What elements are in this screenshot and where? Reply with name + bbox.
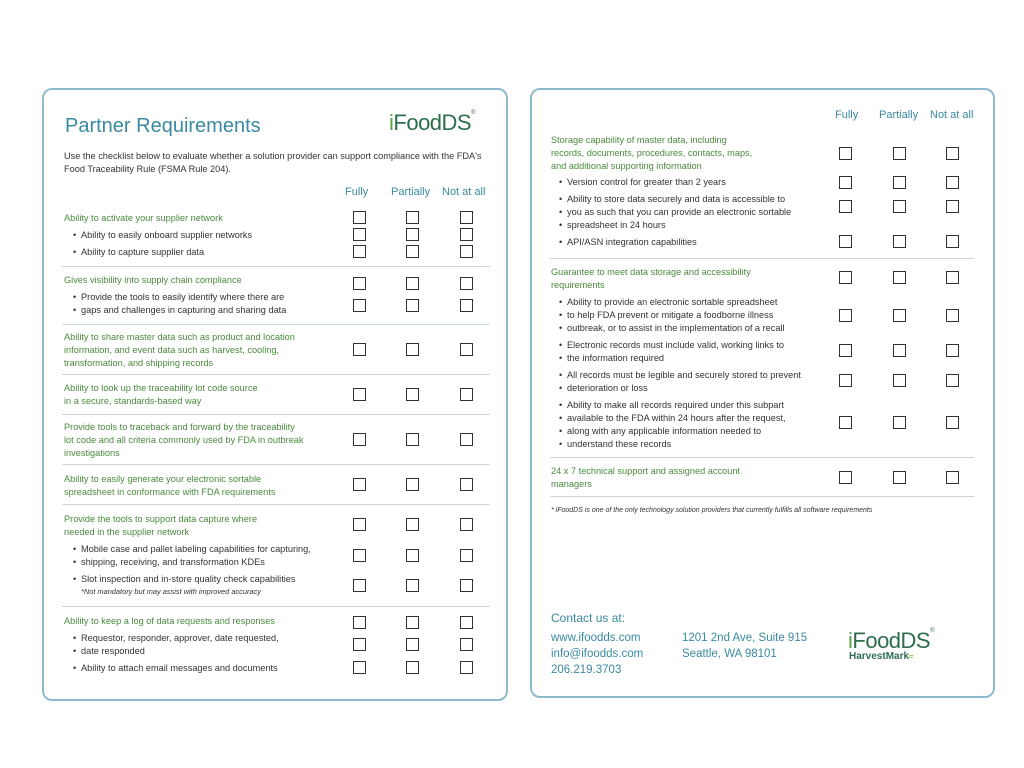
bullet-item: • Ability to easily onboard supplier networks (81, 229, 252, 241)
website-link[interactable]: www.ifoodds.com (551, 632, 641, 644)
column-fully: Fully (345, 186, 369, 198)
column-partially: Partially (879, 109, 919, 121)
checkbox-not-at-all[interactable] (460, 638, 473, 651)
checkbox-partially[interactable] (893, 309, 906, 322)
checkbox-not-at-all[interactable] (460, 299, 473, 312)
section-heading-l2: spreadsheet in conformance with FDA requirements (64, 487, 276, 497)
address-line-2: Seattle, WA 98101 (682, 648, 777, 660)
harvestmark-leaf-icon: ≈ (909, 652, 914, 661)
checkbox-not-at-all[interactable] (460, 211, 473, 224)
checkbox-partially[interactable] (893, 471, 906, 484)
checkbox-fully[interactable] (839, 344, 852, 357)
checkbox-not-at-all[interactable] (946, 176, 959, 189)
requirements-continued-card (530, 88, 995, 698)
checkbox-not-at-all[interactable] (460, 388, 473, 401)
checkbox-partially[interactable] (406, 433, 419, 446)
contact-heading: Contact us at: (551, 611, 626, 625)
checkbox-fully[interactable] (839, 309, 852, 322)
checkbox-partially[interactable] (406, 211, 419, 224)
email-link[interactable]: info@ifoodds.com (551, 648, 644, 660)
bullet-item-continued: • spreadsheet in 24 hours (567, 219, 666, 231)
checkbox-fully[interactable] (353, 277, 366, 290)
bullet-item: • Ability to capture supplier data (81, 246, 204, 258)
section-heading-l1: Ability to share master data such as product and location (64, 332, 295, 342)
checkbox-fully[interactable] (353, 343, 366, 356)
ifoodds-logo: iFoodDS® (848, 628, 935, 653)
checkbox-partially[interactable] (893, 235, 906, 248)
bullet-item-continued: • understand these records (567, 438, 671, 450)
checkbox-fully[interactable] (839, 471, 852, 484)
checkbox-not-at-all[interactable] (460, 343, 473, 356)
section-heading-l1: Ability to easily generate your electronic sortable (64, 474, 262, 484)
checkbox-fully[interactable] (353, 549, 366, 562)
harvestmark-logo: HarvestMark≈ (849, 651, 914, 662)
checkbox-fully[interactable] (839, 416, 852, 429)
checkbox-fully[interactable] (353, 661, 366, 674)
checkbox-partially[interactable] (893, 344, 906, 357)
checkbox-partially[interactable] (893, 147, 906, 160)
checkbox-fully[interactable] (353, 518, 366, 531)
section-heading-l1: Storage capability of master data, including (551, 135, 727, 145)
section-heading-l2: managers (551, 479, 592, 489)
bullet-item-continued: • you as such that you can provide an electronic sortable (567, 206, 791, 218)
checkbox-not-at-all[interactable] (946, 271, 959, 284)
checkbox-not-at-all[interactable] (460, 518, 473, 531)
checkbox-partially[interactable] (406, 549, 419, 562)
bullet-item-continued: • outbreak, or to assist in the implementation of a recall (567, 322, 785, 334)
bullet-item: • All records must be legible and securely stored to prevent (567, 369, 801, 381)
checkbox-not-at-all[interactable] (946, 344, 959, 357)
section-heading-l2: in a secure, standards-based way (64, 396, 202, 406)
checkbox-fully[interactable] (353, 579, 366, 592)
bullet-item: • Ability to attach email messages and documents (81, 662, 278, 674)
checkbox-fully[interactable] (839, 147, 852, 160)
checkbox-not-at-all[interactable] (946, 471, 959, 484)
bullet-item-continued: • date responded (81, 645, 145, 657)
bullet-item: • API/ASN integration capabilities (567, 236, 697, 248)
checkbox-partially[interactable] (406, 388, 419, 401)
checkbox-not-at-all[interactable] (460, 245, 473, 258)
checkbox-partially[interactable] (406, 616, 419, 629)
bullet-item: • Mobile case and pallet labeling capabilities for capturing, (81, 543, 311, 555)
checkbox-not-at-all[interactable] (460, 277, 473, 290)
partner-requirements-card (42, 88, 508, 701)
bullet-item: • Version control for greater than 2 years (567, 176, 726, 188)
checkbox-not-at-all[interactable] (460, 478, 473, 491)
checkbox-partially[interactable] (406, 299, 419, 312)
bullet-item: • Ability to store data securely and data is accessible to (567, 193, 785, 205)
checkbox-partially[interactable] (406, 228, 419, 241)
section-heading-l2: requirements (551, 280, 605, 290)
ifoodds-logo: iFoodDS® (389, 110, 476, 135)
checkbox-partially[interactable] (406, 277, 419, 290)
divider (550, 457, 974, 458)
divider (550, 496, 974, 497)
section-heading-l3: and additional supporting information (551, 161, 702, 171)
divider (62, 374, 490, 375)
bullet-item-continued: • deterioration or loss (567, 382, 648, 394)
section-heading-l1: Provide tools to traceback and forward by the traceability (64, 422, 295, 432)
section-heading-l2: needed in the supplier network (64, 527, 190, 537)
checkbox-fully[interactable] (353, 433, 366, 446)
checkbox-fully[interactable] (839, 235, 852, 248)
checkbox-fully[interactable] (353, 478, 366, 491)
checkbox-partially[interactable] (406, 638, 419, 651)
bullet-item-continued: • available to the FDA within 24 hours after the request, (567, 412, 786, 424)
section-heading-l2: records, documents, procedures, contacts, maps, (551, 148, 753, 158)
intro-text: Use the checklist below to evaluate whether a solution provider can support compliance with the FDA's Food Traceability Rule (FSMA Rule 204). (64, 151, 482, 174)
checkbox-fully[interactable] (353, 616, 366, 629)
checkbox-partially[interactable] (406, 579, 419, 592)
checkbox-not-at-all[interactable] (460, 433, 473, 446)
checkbox-partially[interactable] (893, 374, 906, 387)
checkbox-fully[interactable] (353, 638, 366, 651)
divider (550, 258, 974, 259)
section-heading: Gives visibility into supply chain compliance (64, 275, 242, 285)
checkbox-fully[interactable] (839, 176, 852, 189)
checkbox-fully[interactable] (839, 271, 852, 284)
checkbox-partially[interactable] (406, 518, 419, 531)
checkbox-not-at-all[interactable] (946, 147, 959, 160)
checkbox-partially[interactable] (893, 176, 906, 189)
section-heading-l2: information, and event data such as harvest, cooling, (64, 345, 280, 355)
divider (62, 464, 490, 465)
address-line-1: 1201 2nd Ave, Suite 915 (682, 632, 808, 644)
bullet-item-continued: • to help FDA prevent or mitigate a foodborne illness (567, 309, 773, 321)
bullet-item-continued: • along with any applicable information needed to (567, 425, 761, 437)
bullet-item: • Requestor, responder, approver, date requested, (81, 632, 279, 644)
divider (62, 266, 490, 267)
checkbox-fully[interactable] (353, 245, 366, 258)
section-heading-l1: Provide the tools to support data capture where (64, 514, 258, 524)
divider (62, 606, 490, 607)
checkbox-not-at-all[interactable] (460, 579, 473, 592)
page-title: Partner Requirements (65, 115, 261, 137)
bullet-item-continued: • gaps and challenges in capturing and sharing data (81, 304, 286, 316)
section-heading-l1: Guarantee to meet data storage and accessibility (551, 267, 751, 277)
checkbox-not-at-all[interactable] (946, 200, 959, 213)
section-heading-l3: transformation, and shipping records (64, 358, 214, 368)
checkbox-fully[interactable] (353, 228, 366, 241)
checkbox-not-at-all[interactable] (460, 661, 473, 674)
section-heading-l2: lot code and all criteria commonly used by FDA in outbreak (64, 435, 304, 445)
divider (62, 414, 490, 415)
checkbox-not-at-all[interactable] (460, 549, 473, 562)
checkbox-not-at-all[interactable] (946, 374, 959, 387)
section-heading: Ability to keep a log of data requests and responses (64, 616, 275, 626)
checkbox-not-at-all[interactable] (946, 235, 959, 248)
checkbox-fully[interactable] (353, 299, 366, 312)
bullet-item-continued: • the information required (567, 352, 664, 364)
checkbox-not-at-all[interactable] (460, 228, 473, 241)
column-partially: Partially (391, 186, 431, 198)
checkbox-fully[interactable] (353, 388, 366, 401)
bullet-item: • Slot inspection and in-store quality check capabilities (81, 573, 296, 585)
checkbox-fully[interactable] (839, 200, 852, 213)
divider (62, 324, 490, 325)
checkbox-partially[interactable] (893, 200, 906, 213)
section-heading-l1: Ability to look up the traceability lot code source (64, 383, 258, 393)
column-fully: Fully (835, 109, 859, 121)
bullet-item: • Ability to provide an electronic sortable spreadsheet (567, 296, 777, 308)
section-heading-l1: 24 x 7 technical support and assigned account (551, 466, 740, 476)
checkbox-partially[interactable] (893, 271, 906, 284)
checkbox-not-at-all[interactable] (946, 309, 959, 322)
note-text: *Not mandatory but may assist with improved accuracy (81, 587, 261, 596)
phone-number: 206.219.3703 (551, 664, 622, 676)
divider (62, 504, 490, 505)
column-not-at-all: Not at all (442, 186, 486, 198)
checkbox-fully[interactable] (839, 374, 852, 387)
section-heading: Ability to activate your supplier network (64, 213, 223, 223)
bullet-item-continued: • shipping, receiving, and transformation KDEs (81, 556, 265, 568)
footnote: * iFoodDS is one of the only technology solution providers that currently fulfills all software requirements (551, 507, 873, 514)
checkbox-partially[interactable] (406, 478, 419, 491)
bullet-item: • Ability to make all records required under this subpart (567, 399, 784, 411)
column-not-at-all: Not at all (930, 109, 974, 121)
bullet-item: • Provide the tools to easily identify where there are (81, 291, 284, 303)
checkbox-partially[interactable] (406, 245, 419, 258)
bullet-item: • Electronic records must include valid, working links to (567, 339, 784, 351)
checkbox-fully[interactable] (353, 211, 366, 224)
checkbox-partially[interactable] (406, 661, 419, 674)
checkbox-not-at-all[interactable] (460, 616, 473, 629)
section-heading-l3: investigations (64, 448, 120, 458)
checkbox-partially[interactable] (893, 416, 906, 429)
checkbox-partially[interactable] (406, 343, 419, 356)
checkbox-not-at-all[interactable] (946, 416, 959, 429)
